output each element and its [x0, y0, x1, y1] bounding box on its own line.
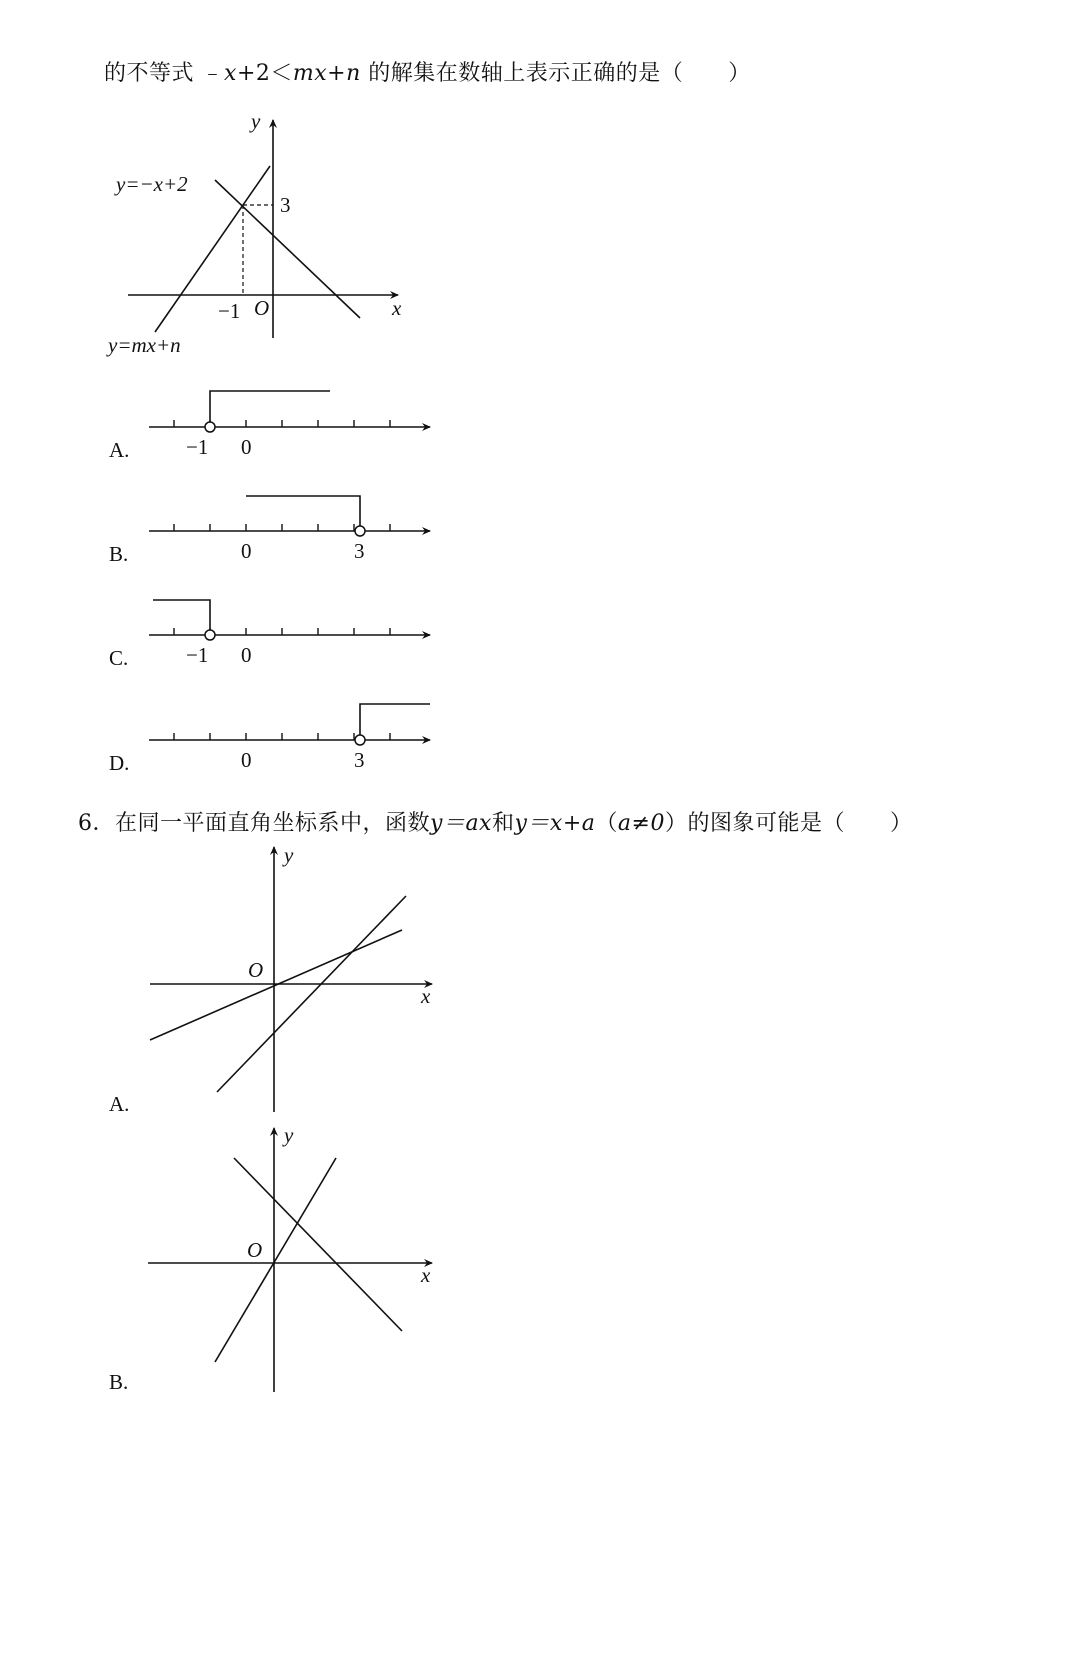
q5-stem-prefix: 的不等式	[104, 61, 195, 86]
q6-option-b-graph	[148, 1128, 432, 1392]
q6-option-a-line-shallow	[150, 930, 402, 1040]
q5-axis-y-label: y	[251, 109, 261, 133]
q6-text-2: 和	[491, 811, 515, 836]
q5-axis-x-label: x	[392, 296, 402, 320]
q5-origin-label: O	[254, 296, 270, 320]
q6-option-a-axis-x: x	[421, 984, 431, 1008]
q6-option-b-axis-y: y	[284, 1123, 294, 1147]
q5-tick-x-label: −1	[218, 299, 241, 323]
q5-option-a-numberline	[149, 391, 430, 432]
q5-option-d-numberline	[149, 704, 430, 745]
q5-option-b-label-2: 3	[354, 539, 365, 563]
q6-number: 6．	[78, 811, 115, 836]
q5-ineq-c: +	[327, 61, 347, 86]
q5-option-c-letter: C.	[109, 646, 129, 670]
q5-option-a-label-1: −1	[186, 435, 209, 459]
q5-tick-y-label: 3	[280, 193, 291, 217]
q5-option-d-solution-ray	[360, 704, 430, 735]
q6-text-1: 在同一平面直角坐标系中，函数	[115, 811, 431, 836]
q5-option-b-numberline	[149, 496, 430, 536]
q5-option-a-label-2: 0	[241, 435, 252, 459]
q6-text-3: （	[595, 811, 618, 836]
q5-option-a-solution-ray	[210, 391, 330, 422]
q6-option-a-origin: O	[248, 958, 264, 982]
q6-option-a-line-steep	[217, 896, 406, 1092]
q5-option-c-numberline	[149, 600, 430, 640]
q5-option-c-label-2: 0	[241, 643, 252, 667]
q6-option-a-graph	[150, 847, 432, 1112]
q6-func-2: y＝x+a	[514, 811, 596, 836]
q5-option-a-letter: A.	[109, 438, 130, 462]
q5-option-c-label-1: −1	[186, 643, 209, 667]
q6-option-b-origin: O	[247, 1238, 263, 1262]
q5-option-b-open-point	[355, 526, 365, 536]
q5-label-line2: y=mx+n	[108, 333, 181, 357]
q5-option-d-label-2: 3	[354, 748, 365, 772]
q6-condition: a≠0	[617, 811, 665, 836]
q5-ineq-m: mx	[292, 61, 328, 86]
q6-option-b-letter: B.	[109, 1370, 129, 1394]
q5-stem-suffix: 的解集在数轴上表示正确的是（ ）	[368, 61, 751, 86]
q5-ineq-b: +2＜	[236, 61, 293, 86]
q5-option-d-label-1: 0	[241, 748, 252, 772]
q6-text-4: ）的图象可能是（ ）	[664, 811, 913, 836]
q5-option-a-open-point	[205, 422, 215, 432]
q5-option-b-letter: B.	[109, 542, 129, 566]
q5-option-b-solution-ray	[246, 496, 360, 526]
q5-label-line1: y=−x+2	[116, 172, 188, 196]
q6-func-1: y＝ax	[430, 811, 492, 836]
q5-ineq-n: n	[346, 61, 361, 86]
q5-option-c-open-point	[205, 630, 215, 640]
q6-stem	[78, 806, 912, 837]
q6-option-b-line-positive	[215, 1158, 336, 1362]
q6-option-b-axis-x: x	[421, 1263, 431, 1287]
q5-option-c-solution-ray	[153, 600, 210, 630]
q6-option-a-letter: A.	[109, 1092, 130, 1116]
q6-option-a-axis-y: y	[284, 843, 294, 867]
q5-option-d-letter: D.	[109, 751, 130, 775]
q5-ineq-x: x	[224, 61, 237, 86]
q5-ineq-a: ﹣	[201, 61, 225, 86]
q5-option-d-open-point	[355, 735, 365, 745]
q5-option-b-label-1: 0	[241, 539, 252, 563]
